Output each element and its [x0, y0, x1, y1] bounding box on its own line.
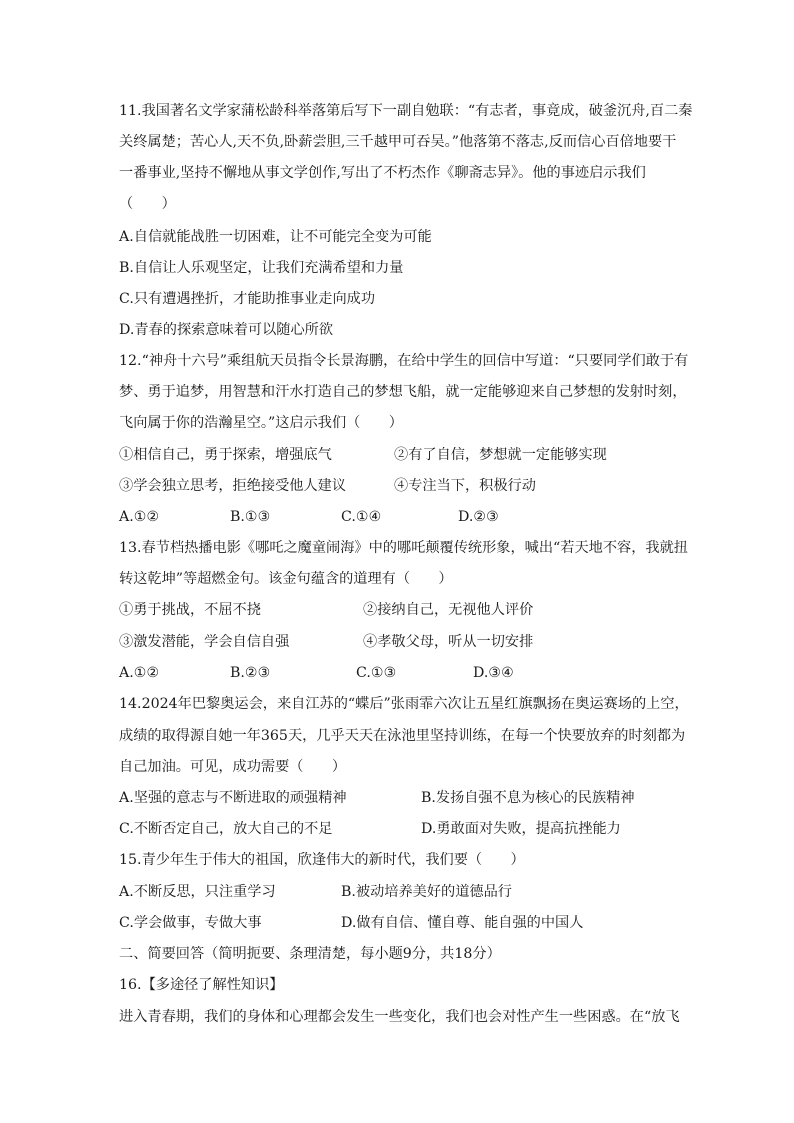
q14-stem-line-3: 自己加油。可见，成功需要（ ）	[119, 759, 347, 775]
q11-option-d: D.青春的探索意味着可以随心所欲	[119, 322, 334, 338]
q11-stem-line-1: 11.我国著名文学家蒲松龄科举落第后写下一副自勉联：“有志者，事竟成，破釜沉舟,百二秦	[119, 103, 693, 119]
q12-statement-2: ②有了自信，梦想就一定能够实现	[394, 447, 607, 463]
q13-option-c: C.①③	[356, 665, 397, 681]
q14-option-a: A.坚强的意志与不断进取的顽强精神	[119, 790, 347, 806]
q16-stem-line-1: 进入青春期，我们的身体和心理都会发生一些变化，我们也会对性产生一些困惑。在“放飞	[119, 1009, 680, 1025]
q12-option-b: B.①③	[230, 509, 271, 525]
q11-option-a: A.自信就能战胜一切困难，让不可能完全变为可能	[119, 229, 432, 245]
q11-answer-blank: （ ）	[119, 196, 176, 212]
q12-statement-1: ①相信自己，勇于探索，增强底气	[119, 447, 332, 463]
q14-stem-line-2: 成绩的取得源自她一年365天，几乎天天在泳池里坚持训练，在每一个快要放弃的时刻都为	[119, 728, 686, 744]
section-heading: 二、简要回答（简明扼要、条理清楚，每小题9分，共18分）	[119, 946, 501, 962]
q12-statement-4: ④专注当下，积极行动	[394, 478, 536, 494]
q15-option-d: D.做有自信、懂自尊、能自强的中国人	[341, 915, 584, 931]
q12-statement-3: ③学会独立思考，拒绝接受他人建议	[119, 478, 347, 494]
q13-statement-3: ③激发潜能，学会自信自强	[119, 634, 290, 650]
q13-statement-1: ①勇于挑战，不屈不挠	[119, 602, 261, 618]
q11-option-c: C.只有遭遇挫折，才能助推事业走向成功	[119, 291, 376, 307]
q14-option-b: B.发扬自强不息为核心的民族精神	[421, 790, 635, 806]
q15-option-b: B.被动培养美好的道德品行	[341, 884, 512, 900]
q13-stem-line-1: 13.春节档热播电影《哪吒之魔童闹海》中的哪吒颠覆传统形象，喊出“若天地不容，我就扭	[119, 540, 688, 556]
q11-stem-line-2: 关终属楚；苦心人,天不负,卧薪尝胆,三千越甲可吞吴。”他落第不落志,反而信心百倍地要干	[119, 134, 677, 150]
q13-option-b: B.②③	[230, 665, 271, 681]
q11-option-b: B.自信让人乐观坚定，让我们充满希望和力量	[119, 260, 404, 276]
q14-option-d: D.勇敢面对失败，提高抗挫能力	[421, 821, 621, 837]
q13-stem-line-2: 转这乾坤”等超燃金句。该金句蕴含的道理有（ ）	[119, 571, 453, 587]
q14-option-c: C.不断否定自己，放大自己的不足	[119, 821, 333, 837]
q12-stem-line-1: 12.“神舟十六号”乘组航天员指令长景海鹏，在给中学生的回信中写道：“只要同学们敢于有	[119, 353, 689, 369]
q13-statement-4: ④孝敬父母，听从一切安排	[363, 634, 534, 650]
q16-title: 16.【多途径了解性知识】	[119, 977, 284, 993]
q12-option-c: C.①④	[341, 509, 382, 525]
q13-option-a: A.①②	[119, 665, 160, 681]
q15-stem-line-1: 15.青少年生于伟大的祖国，欣逢伟大的新时代，我们要（ ）	[119, 852, 525, 868]
q12-option-d: D.②③	[458, 509, 499, 525]
q12-stem-line-3: 飞向属于你的浩瀚星空。”这启示我们（ ）	[119, 415, 403, 431]
q13-statement-2: ②接纳自己，无视他人评价	[363, 602, 534, 618]
q15-option-a: A.不断反思，只注重学习	[119, 884, 276, 900]
q11-stem-line-3: 一番事业,坚持不懈地从事文学创作,写出了不朽杰作《聊斋志异》。他的事迹启示我们	[119, 165, 646, 181]
q12-option-a: A.①②	[119, 509, 160, 525]
q15-option-c: C.学会做事，专做大事	[119, 915, 262, 931]
q14-stem-line-1: 14.2024年巴黎奥运会，来自江苏的“蝶后”张雨霏六次让五星红旗飘扬在奥运赛场的上空，	[119, 696, 689, 712]
q12-stem-line-2: 梦、勇于追梦，用智慧和汗水打造自己的梦想飞船，就一定能够迎来自己梦想的发射时刻，	[119, 384, 687, 400]
q13-option-d: D.③④	[473, 665, 514, 681]
